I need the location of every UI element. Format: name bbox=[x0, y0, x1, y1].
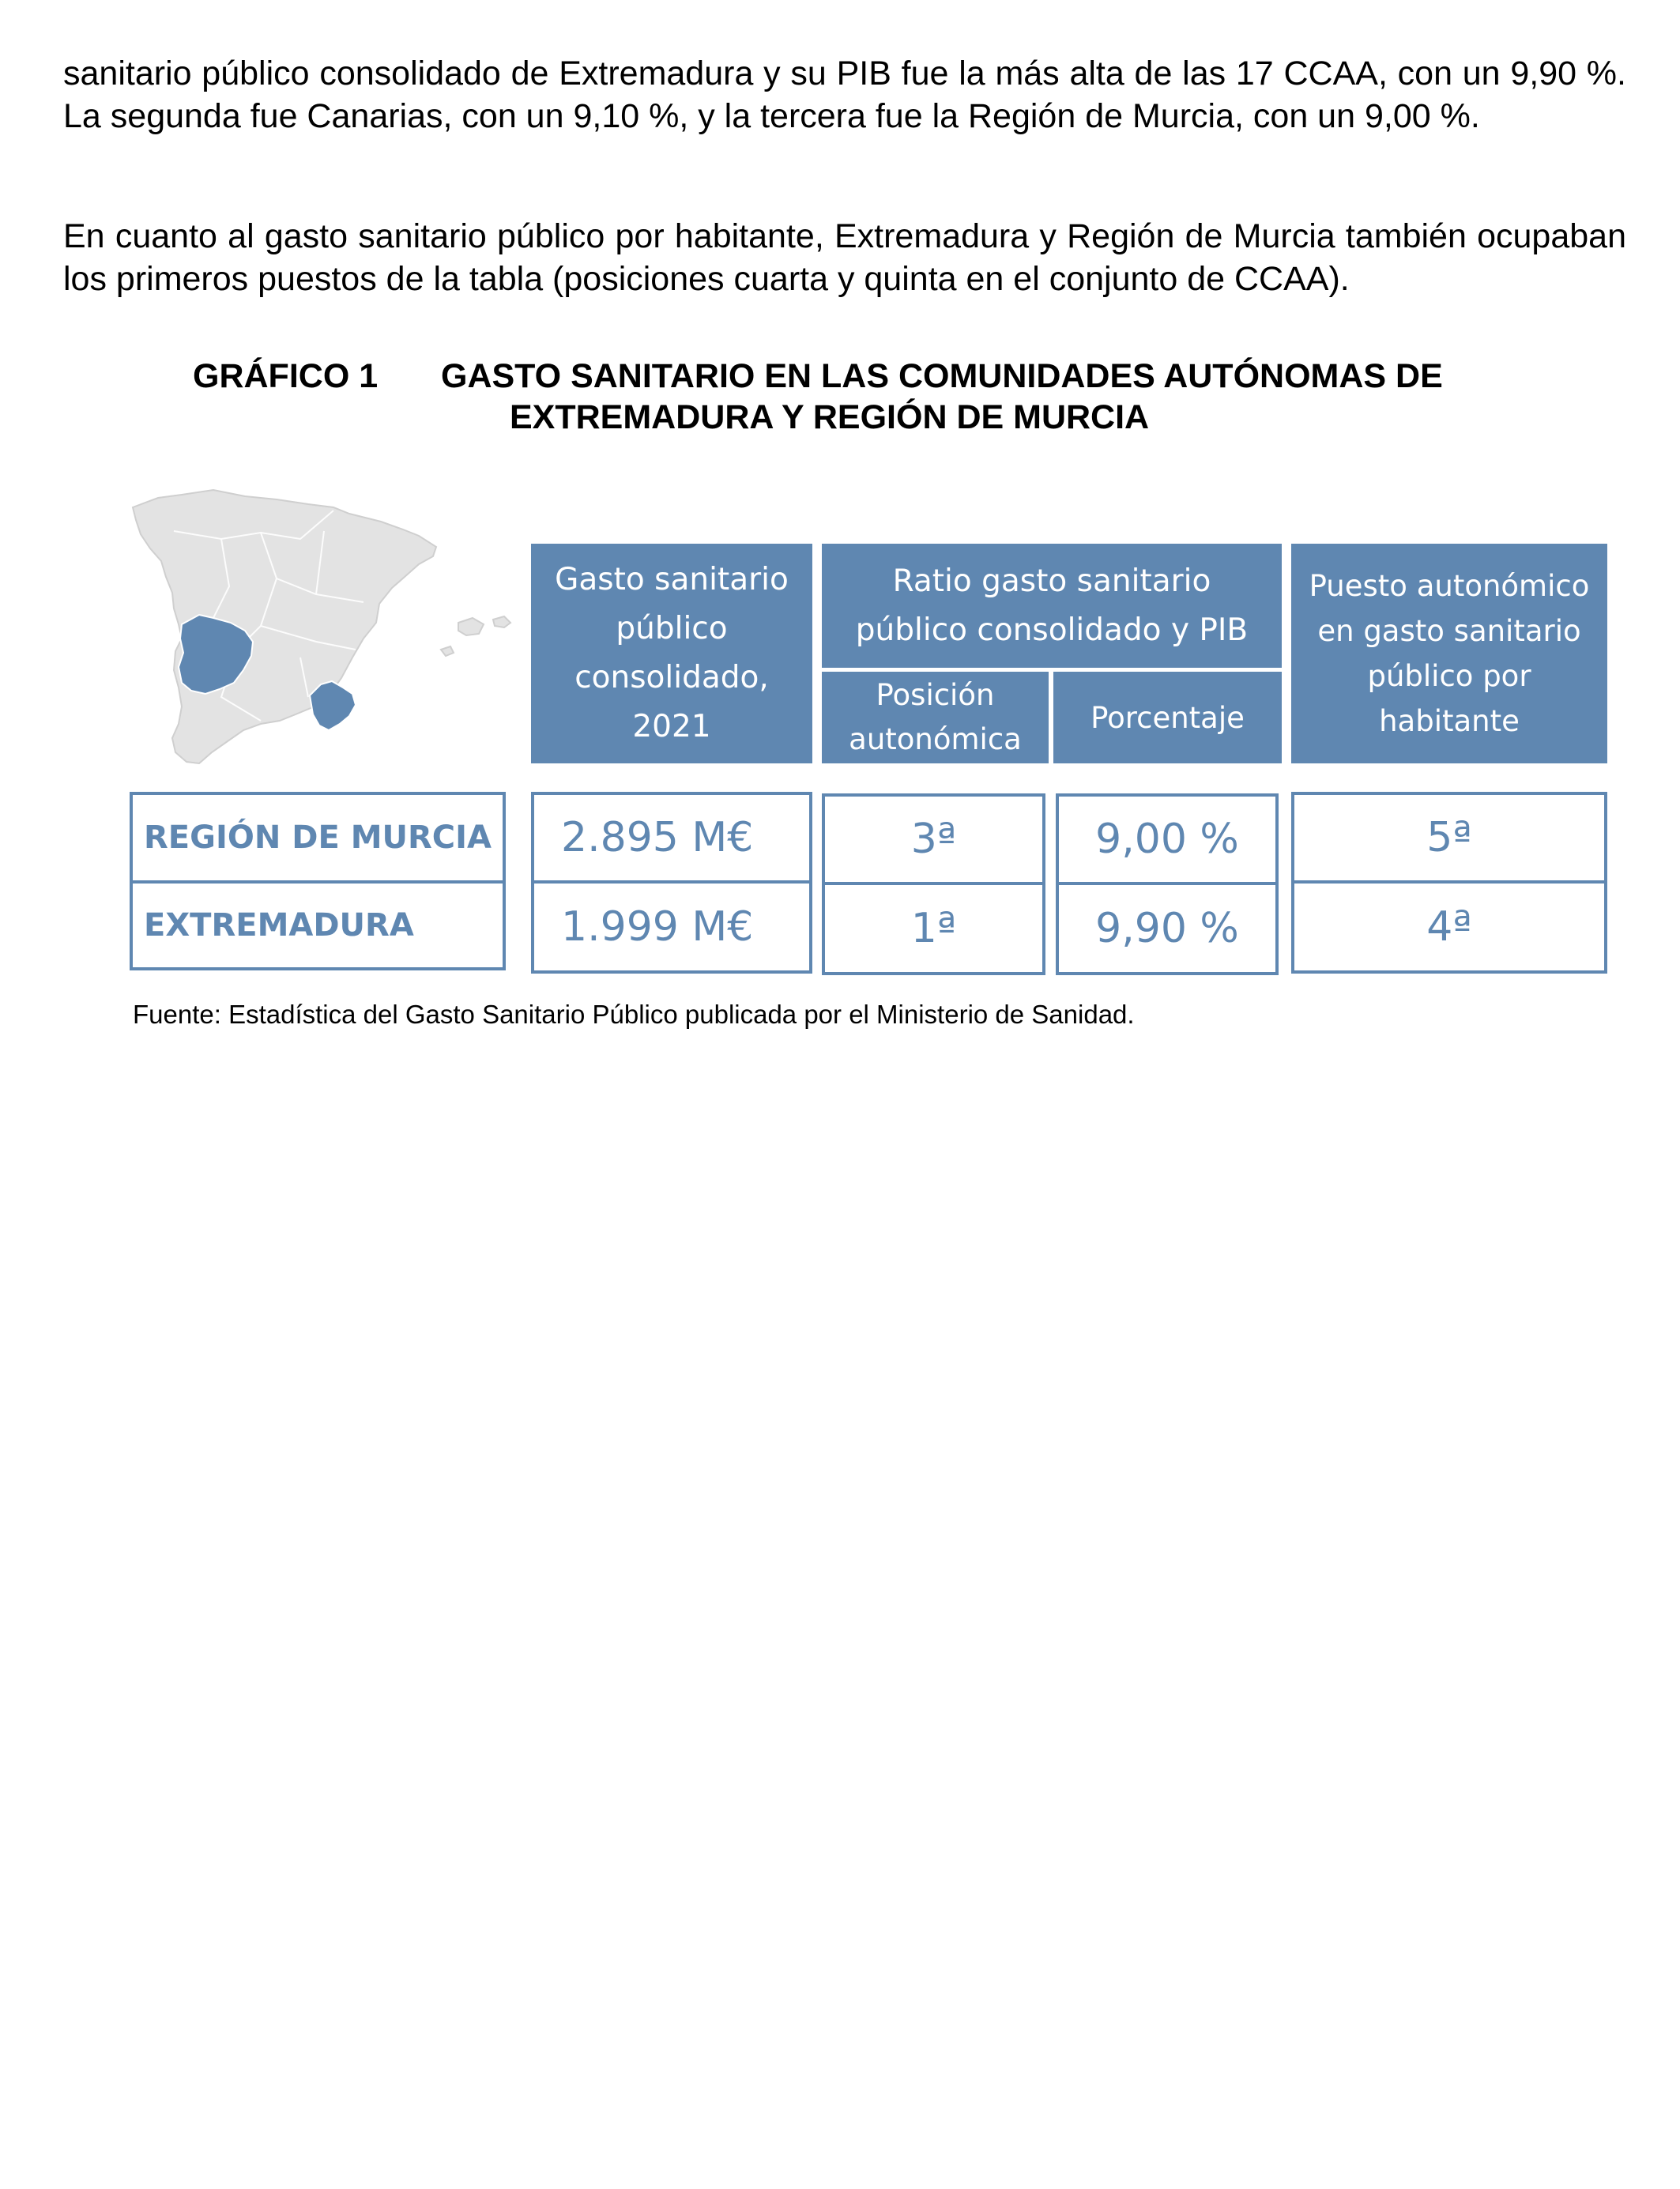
header-ratio-line1: Ratio gasto sanitario bbox=[892, 563, 1211, 599]
row-porcentaje-extremadura: 9,90 % bbox=[1056, 882, 1279, 975]
header-porcentaje bbox=[1053, 672, 1282, 763]
header-gasto-line3: consolidado, bbox=[574, 660, 769, 695]
per-capita-paragraph: En cuanto al gasto sanitario público por habitante, Extremadura y Región de Murcia también ocupaban los primeros puestos de la tabla (posiciones cuarta y quinta en el conjunto de CCAA). bbox=[63, 217, 1626, 298]
header-puesto-line2: en gasto sanitario bbox=[1317, 614, 1581, 648]
intro-paragraph: sanitario público consolidado de Extremadura y su PIB fue la más alta de las 17 CCAA, con un 9,90 %. La segunda fue Canarias, con un 9,10 %, y la tercera fue la Región de Murcia, con un 9,00 %. bbox=[63, 55, 1626, 135]
header-posicion-autonomica bbox=[822, 672, 1049, 763]
header-posicion-line2: autonómica bbox=[849, 722, 1022, 756]
figure-title-line2: EXTREMADURA Y REGIÓN DE MURCIA bbox=[510, 398, 1150, 436]
header-puesto-line1: Puesto autonómico bbox=[1309, 569, 1590, 603]
header-porcentaje-label: Porcentaje bbox=[1090, 700, 1245, 735]
row-posicion-murcia: 3ª bbox=[822, 793, 1045, 885]
row-gasto-extremadura: 1.999 M€ bbox=[531, 880, 812, 974]
row-name-murcia: REGIÓN DE MURCIA bbox=[130, 792, 506, 884]
row-puesto-extremadura: 4ª bbox=[1291, 880, 1607, 974]
header-gasto-line2: público bbox=[616, 611, 728, 646]
spain-map-icon bbox=[126, 484, 529, 784]
balearic-islands bbox=[458, 618, 484, 635]
row-name-extremadura: EXTREMADURA bbox=[130, 880, 506, 970]
header-puesto-line4: habitante bbox=[1379, 704, 1520, 738]
row-porcentaje-murcia: 9,00 % bbox=[1056, 793, 1279, 885]
murcia-region bbox=[310, 681, 356, 730]
header-gasto-line4: 2021 bbox=[632, 709, 711, 744]
header-gasto-consolidado bbox=[531, 544, 812, 763]
row-gasto-murcia: 2.895 M€ bbox=[531, 792, 812, 884]
figure-label: GRÁFICO 1 bbox=[193, 357, 379, 395]
source-note: Fuente: Estadística del Gasto Sanitario Público publicada por el Ministerio de Sanidad. bbox=[133, 1000, 1135, 1029]
header-puesto-line3: público por bbox=[1367, 659, 1531, 693]
row-puesto-murcia: 5ª bbox=[1291, 792, 1607, 884]
header-puesto-habitante bbox=[1291, 544, 1607, 763]
header-ratio-line2: público consolidado y PIB bbox=[855, 612, 1249, 648]
figure-title-line1: GASTO SANITARIO EN LAS COMUNIDADES AUTÓNOMAS DE bbox=[441, 357, 1443, 395]
spain-outline bbox=[133, 490, 436, 763]
header-posicion-line1: Posición bbox=[876, 678, 995, 712]
row-posicion-extremadura: 1ª bbox=[822, 882, 1045, 975]
header-gasto-line1: Gasto sanitario bbox=[555, 562, 789, 597]
header-ratio-pib bbox=[822, 544, 1282, 668]
